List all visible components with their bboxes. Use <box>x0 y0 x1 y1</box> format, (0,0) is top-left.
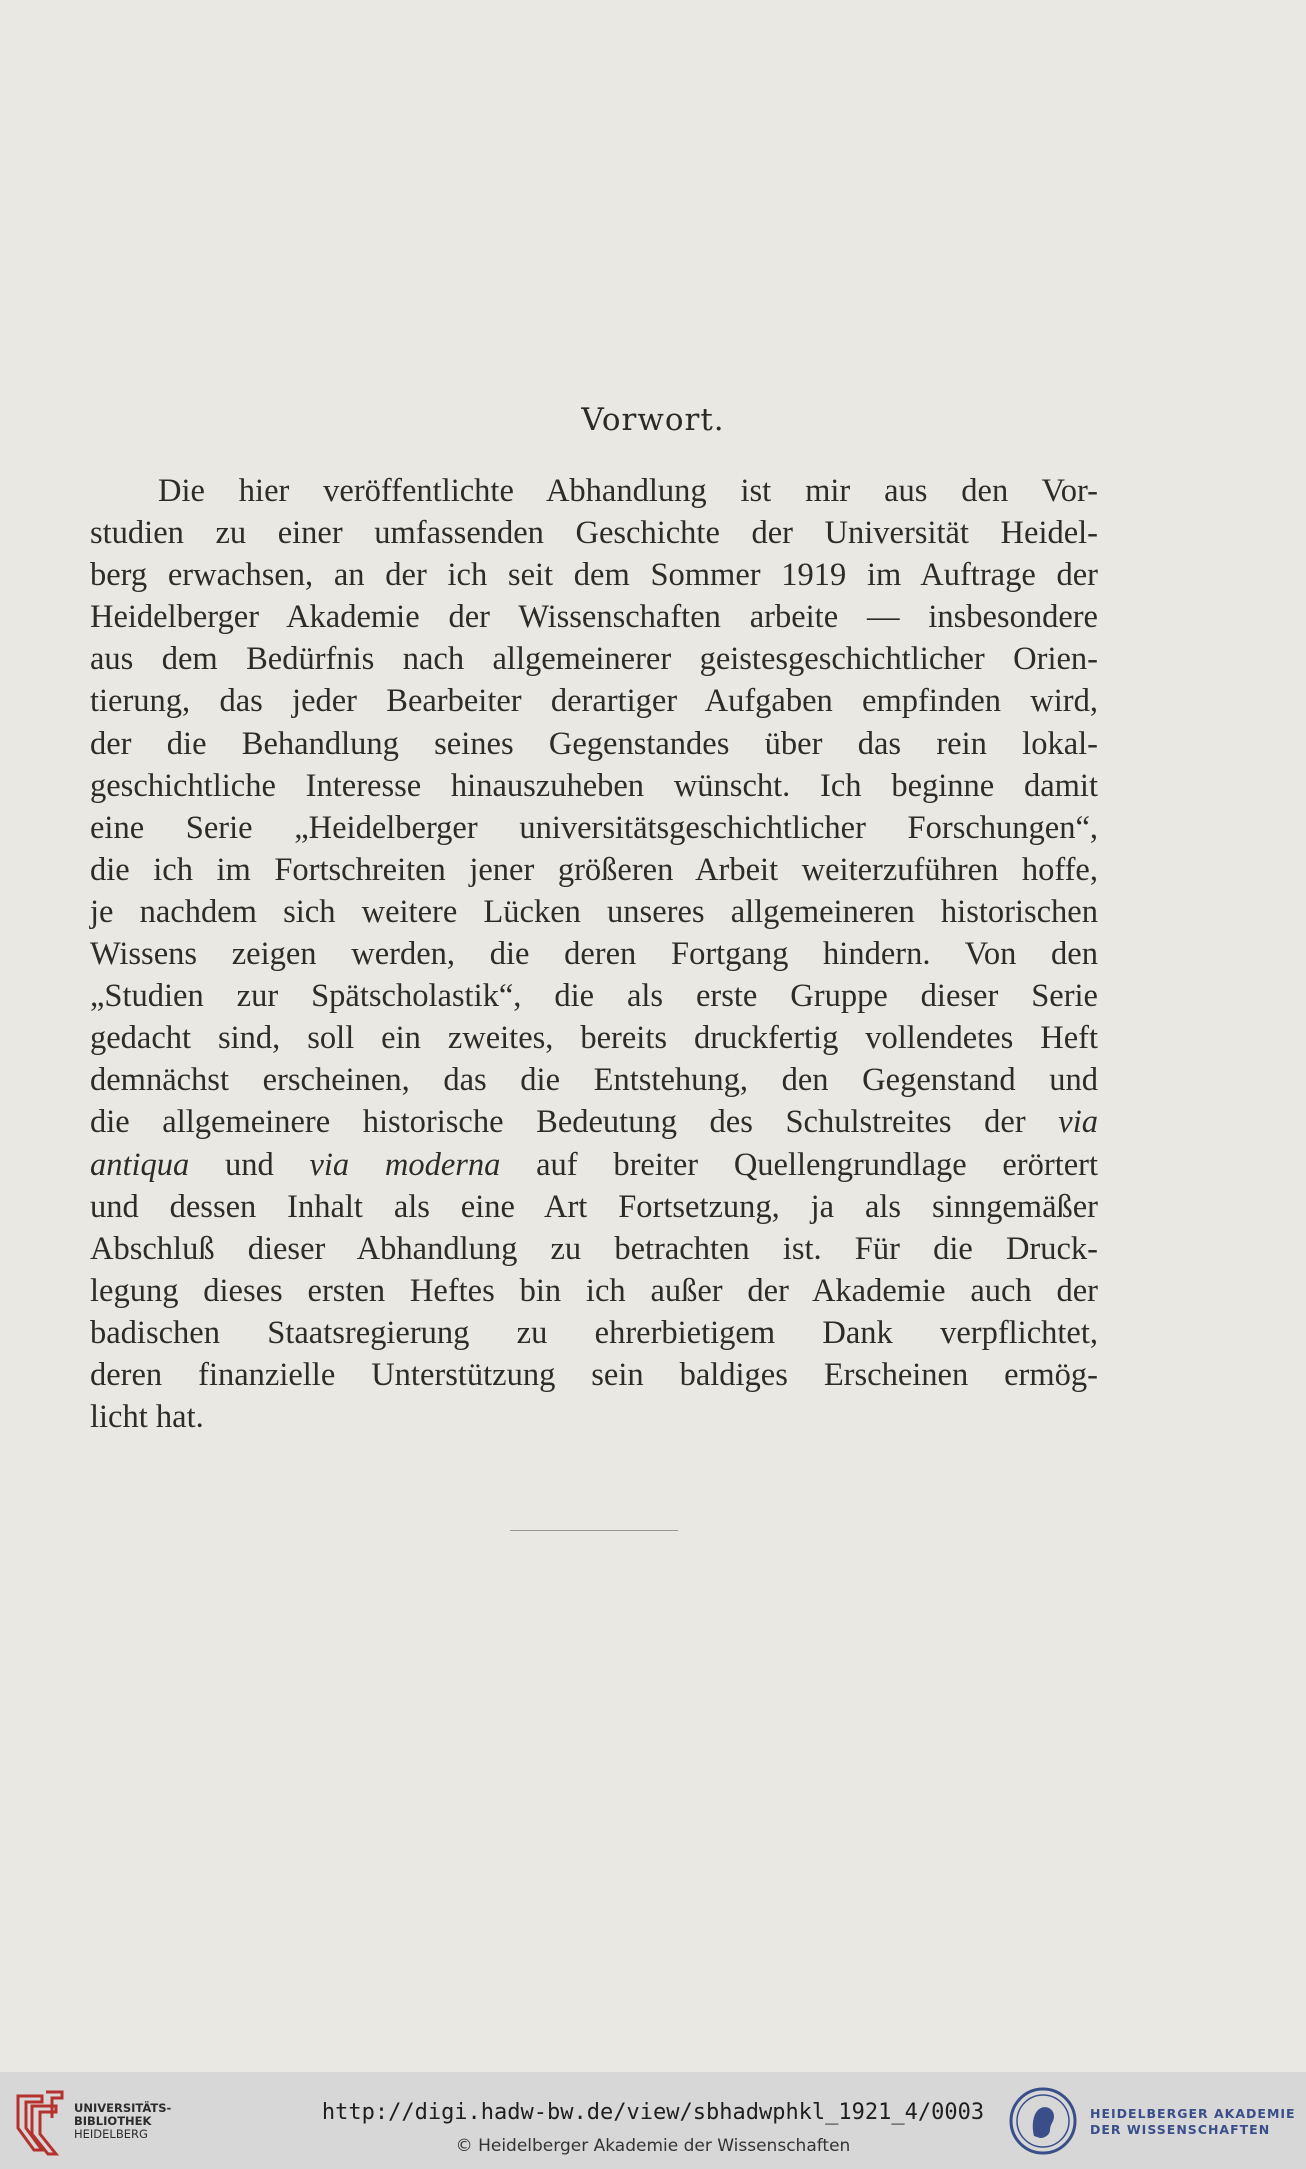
text-segment: auf breiter Quellengrundlage erörtert <box>500 1146 1098 1183</box>
academy-seal-logo-icon <box>1008 2086 1078 2156</box>
text-line <box>90 1270 1098 1312</box>
permalink-url[interactable]: http://digi.hadw-bw.de/view/sbhadwphkl_1921_4/0003 <box>321 2100 985 2125</box>
text-segment: der die Behandlung seines Gegenstandes über das rein lokal- <box>90 725 1098 762</box>
text-segment: Wissens zeigen werden, die deren Fortgang hindern. Von den <box>90 936 1098 973</box>
text-line <box>90 596 1098 638</box>
text-segment: eine Serie „Heidelberger universitätsgeschichtlicher Forschungen“, <box>90 809 1098 846</box>
text-segment: deren finanzielle Unterstützung sein baldiges Erscheinen ermög- <box>90 1356 1098 1393</box>
text-segment: Abschluß dieser Abhandlung zu betrachten ist. Für die Druck- <box>90 1230 1098 1267</box>
text-segment: studien zu einer umfassenden Geschichte der Universität Heidel- <box>90 515 1098 552</box>
text-line <box>90 933 1098 975</box>
text-line <box>90 807 1098 849</box>
preface-body <box>90 470 1098 1438</box>
text-segment: je nachdem sich weitere Lücken unseres allgemeineren historischen <box>90 893 1098 930</box>
text-line <box>90 1312 1098 1354</box>
text-segment: Heidelberger Akademie der Wissenschaften arbeite — insbesondere <box>90 599 1098 636</box>
text-line <box>90 1396 1098 1438</box>
italic-term: via moderna <box>309 1146 501 1183</box>
text-line <box>90 1059 1098 1101</box>
text-line <box>90 680 1098 722</box>
text-line <box>90 765 1098 807</box>
text-segment: aus dem Bedürfnis nach allgemeinerer geistesgeschichtlicher Orien- <box>90 641 1098 678</box>
copyright-notice: © Heidelberger Akademie der Wissenschaften <box>455 2136 851 2156</box>
text-line <box>90 512 1098 554</box>
text-line <box>90 1186 1098 1228</box>
text-line <box>90 638 1098 680</box>
library-name: UNIVERSITÄTS- BIBLIOTHEK HEIDELBERG <box>74 2101 172 2141</box>
text-line <box>90 470 1098 512</box>
text-line <box>90 891 1098 933</box>
text-line <box>90 723 1098 765</box>
text-line <box>90 554 1098 596</box>
text-line <box>90 849 1098 891</box>
text-segment: tierung, das jeder Bearbeiter derartiger Aufgaben empfinden wird, <box>90 683 1098 720</box>
academy-name: HEIDELBERGER AKADEMIE DER WISSENSCHAFTEN <box>1090 2106 1296 2137</box>
italic-term: via <box>1058 1104 1098 1141</box>
text-segment: demnächst erscheinen, das die Entstehung, den Gegenstand und <box>90 1062 1098 1099</box>
footer-bar <box>0 2072 1306 2169</box>
text-segment: licht hat. <box>90 1399 204 1436</box>
text-segment: legung dieses ersten Heftes bin ich außer der Akademie auch der <box>90 1272 1098 1309</box>
text-segment: und <box>189 1146 310 1183</box>
closing-rule <box>510 1530 678 1531</box>
text-segment: und dessen Inhalt als eine Art Fortsetzung, ja als sinngemäßer <box>90 1188 1098 1225</box>
text-segment: die allgemeinere historische Bedeutung des Schulstreites der <box>90 1104 1059 1141</box>
text-line <box>90 1144 1098 1186</box>
text-segment: berg erwachsen, an der ich seit dem Sommer 1919 im Auftrage der <box>90 557 1098 594</box>
text-segment: gedacht sind, soll ein zweites, bereits druckfertig vollendetes Heft <box>90 1020 1098 1057</box>
text-line <box>90 1354 1098 1396</box>
text-line <box>90 975 1098 1017</box>
page-title: Vorwort. <box>581 402 725 438</box>
text-segment: geschichtliche Interesse hinauszuheben wünscht. Ich beginne damit <box>90 767 1098 804</box>
text-line <box>90 1228 1098 1270</box>
text-segment: „Studien zur Spätscholastik“, die als erste Gruppe dieser Serie <box>90 978 1098 1015</box>
text-line <box>90 1017 1098 1059</box>
text-line <box>90 1101 1098 1143</box>
italic-term: antiqua <box>90 1146 190 1183</box>
text-segment: badischen Staatsregierung zu ehrerbietigem Dank verpflichtet, <box>90 1314 1098 1351</box>
text-segment: Die hier veröffentlichte Abhandlung ist mir aus den Vor- <box>158 473 1098 509</box>
text-segment: die ich im Fortschreiten jener größeren Arbeit weiterzuführen hoffe, <box>90 851 1098 888</box>
